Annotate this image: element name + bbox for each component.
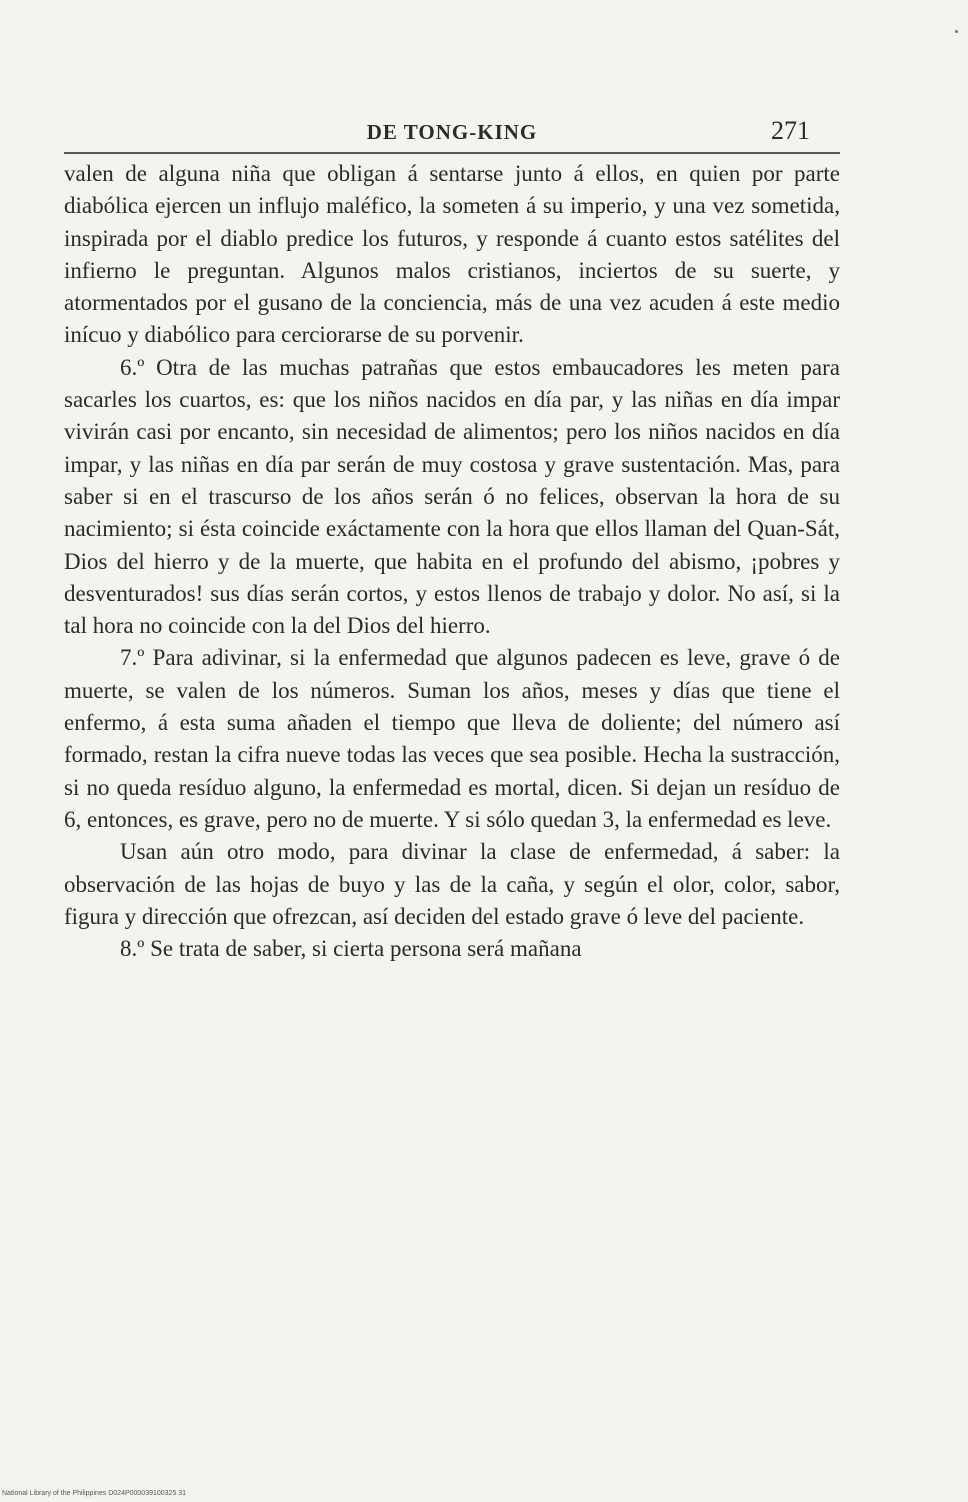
library-credit: National Library of the Philippines D024P000039100325 31 <box>2 1490 187 1497</box>
paragraph-item-8: 8.º Se trata de saber, si cierta persona será mañana <box>120 936 582 962</box>
running-head <box>64 116 840 150</box>
page-number: 271 <box>771 116 810 145</box>
paragraph-item-6: 6.º Otra de las muchas patrañas que estos embaucadores les meten para sacarles los cuartos, es: que los niños nacidos en día par, y las niñas en día impar vivirán casi por encanto, sin necesidad de alimentos; pero los niños nacidos en día impar, y las niñas en día par serán de muy costosa y grave sustentación. Mas, para saber si en el trascurso de los años serán ó no felices, observan la hora de su nacimiento; si ésta coincide exáctamente con la hora que ellos llaman del Quan-Sát, Dios del hierro y de la muerte, que habita en el profundo del abismo, ¡pobres y desventurados! sus días serán cortos, y estos llenos de trabajo y dolor. No así, si la tal hora no coincide con la del Dios del hierro. <box>64 354 840 639</box>
paragraph-divination: Usan aún otro modo, para divinar la clase de enfermedad, á saber: la observación de las hojas de buyo y las de la caña, y según el olor, color, sabor, figura y dirección que ofrezcan, así deciden del estado grave ó leve del paciente. <box>64 839 840 929</box>
running-title: DE TONG-KING <box>366 120 538 144</box>
header-rule <box>64 152 840 154</box>
paragraph-item-7: 7.º Para adivinar, si la enfermedad que algunos padecen es leve, grave ó de muerte, se valen de los números. Suman los años, meses y días que tiene el enfermo, á esta suma añaden el tiempo que lleva de doliente; del número así formado, restan la cifra nueve todas las veces que sea posible. Hecha la sustracción, si no queda resíduo alguno, la enfermedad es mortal, dicen. Si dejan un resíduo de 6, entonces, es grave, pero no de muerte. Y si sólo quedan 3, la enfermedad es leve. <box>64 645 840 832</box>
paragraph-continuation: valen de alguna niña que obligan á sentarse junto á ellos, en quien por parte diabólica ejercen un influjo maléfico, la someten á su imperio, y una vez sometida, inspirada por el diablo predice los futuros, y responde á cuanto estos satélites del infierno le preguntan. Algunos malos cristianos, inciertos de su suerte, y atormentados por el gusano de la conciencia, más de una vez acuden á este medio inícuo y diabólico para cerciorarse de su porvenir. <box>64 161 840 348</box>
body-text <box>64 158 840 965</box>
paper-speck <box>955 30 958 33</box>
